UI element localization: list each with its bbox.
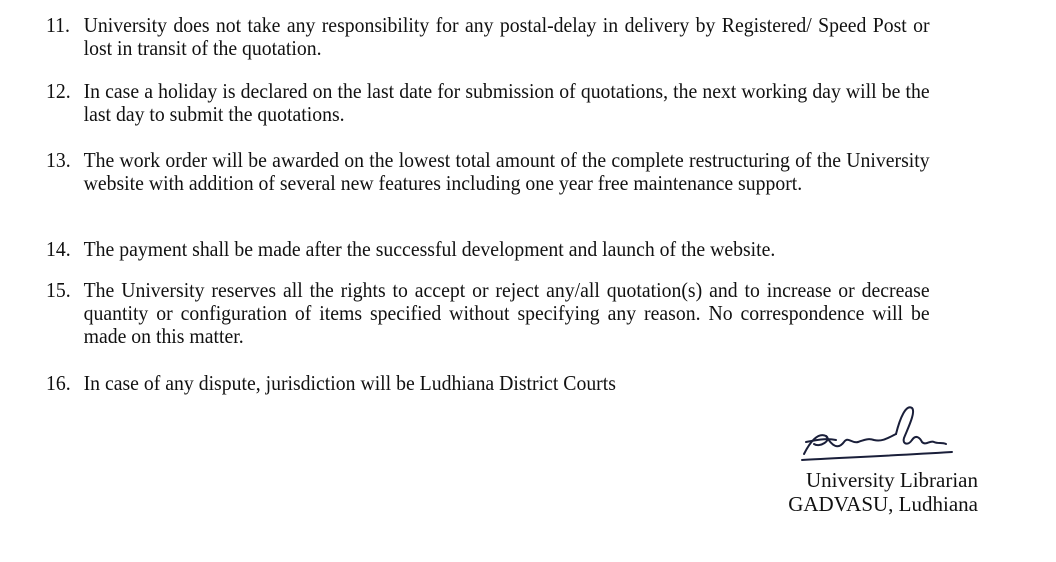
signatory-designation: University Librarian — [805, 468, 978, 492]
clause-number: 15. — [46, 278, 71, 302]
clause-number: 14. — [46, 237, 71, 261]
handwritten-signature — [796, 398, 956, 468]
clause-text: The payment shall be made after the successful development and launch of the website. — [83, 237, 776, 261]
signatory-block — [740, 468, 978, 516]
clause-number: 16. — [46, 371, 71, 395]
clause-text: In case of any dispute, jurisdiction will be Ludhiana District Courts — [83, 371, 616, 395]
clause-13 — [46, 149, 930, 195]
clause-number: 11. — [46, 13, 70, 37]
clause-number: 13. — [46, 148, 71, 172]
clause-15 — [46, 279, 930, 348]
clause-text: In case a holiday is declared on the last date for submission of quotations, the next working day will be the last day to submit the quotations. — [83, 79, 930, 126]
clause-text: The work order will be awarded on the lowest total amount of the complete restructuring of the University website with addition of several new features including one year free maintenance support. — [83, 148, 930, 195]
clause-number: 12. — [46, 79, 71, 103]
signatory-organization: GADVASU, Ludhiana — [788, 492, 978, 516]
clause-11 — [46, 14, 930, 60]
clause-12 — [46, 80, 930, 126]
clause-16 — [46, 372, 930, 395]
clause-text: The University reserves all the rights to accept or reject any/all quotation(s) and to increase or decrease quantity or configuration of items specified without specifying any reason. No correspondence will be made on this matter. — [83, 278, 930, 348]
clause-14 — [46, 238, 930, 261]
clause-text: University does not take any responsibility for any postal-delay in delivery by Registered/ Speed Post or lost in transit of the quotation. — [83, 13, 930, 60]
